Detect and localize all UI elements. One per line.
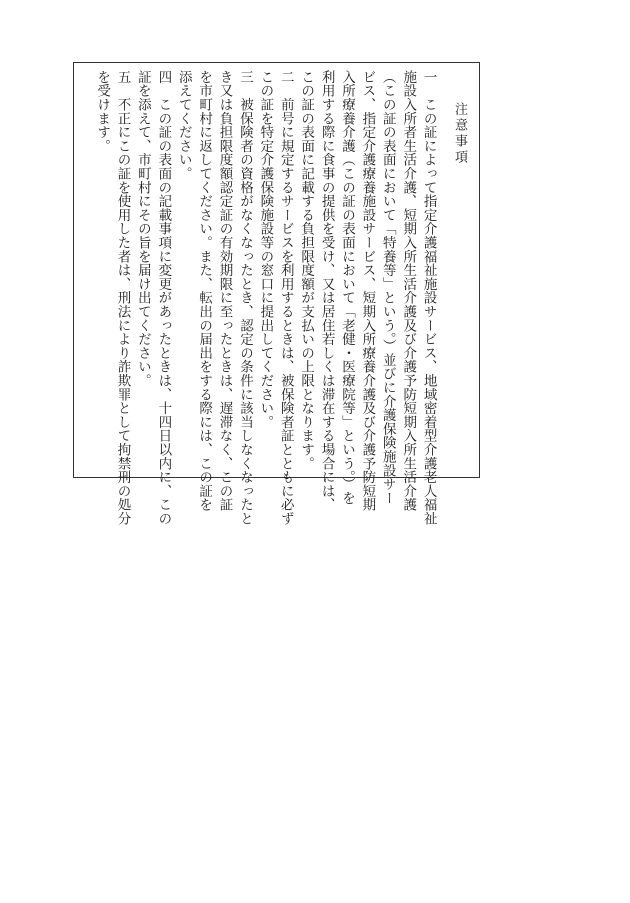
notice-title: 注意事項 [452, 102, 467, 166]
notice-line: 添えてください。 [175, 70, 192, 181]
line-text: 前号に規定するサービスを利用するときは、被保険者証とともに必ず [277, 97, 294, 526]
item-number: 五 [114, 70, 131, 84]
notice-line: この証の表面に記載する負担限度額が支払いの上限となります。 [298, 70, 315, 471]
notice-item-1 [296, 70, 439, 526]
notice-item-5 [92, 70, 133, 526]
notice-line: 入所療養介護（この証の表面において「老健・医療院等」という。）を [338, 70, 355, 505]
notice-line: 利用する際に食事の提供を受け、又は居住若しくは滞在する場合には、 [318, 70, 335, 512]
line-text: この証によって指定介護福祉施設サービス、地域密着型介護老人福祉 [420, 97, 437, 526]
notice-line [112, 70, 132, 526]
notice-line: を市町村に返してください。また、転出の届出をする際には、この証を [196, 70, 213, 512]
notice-line: き又は負担限度額認定証の有効期限に至ったときは、遅滞なく、この証 [216, 70, 233, 512]
item-number: 二 [277, 70, 294, 84]
notice-item-2 [255, 70, 296, 526]
notice-line [235, 70, 255, 526]
notice-line: を受けます。 [94, 70, 111, 153]
notice-line [418, 70, 438, 526]
line-text: この証の表面の記載事項に変更があったときは、十四日以内に、この [155, 97, 172, 526]
notice-line: （この証の表面において「特養等」という。）並びに介護保険施設サー [379, 70, 396, 505]
notice-line: 証を添えて、市町村にその旨を届け出てください。 [134, 70, 151, 388]
notice-line: 施設入所者生活介護、短期入所生活介護及び介護予防短期入所生活介護 [400, 70, 417, 512]
item-number: 一 [420, 70, 437, 84]
notice-line [275, 70, 295, 526]
line-text: 不正にこの証を使用した者は、刑法により詐欺罪として拘禁刑の処分 [114, 97, 131, 526]
notice-text [92, 70, 472, 526]
line-text: 被保険者の資格がなくなったとき、認定の条件に該当しなくなったと [236, 97, 253, 526]
notice-line: この証を特定介護保険施設等の窓口に提出してください。 [257, 70, 274, 429]
item-number: 四 [155, 70, 172, 84]
notice-line: ビス、指定介護療養施設サービス、短期入所療養介護及び介護予防短期 [359, 70, 376, 512]
notice-line [153, 70, 173, 526]
item-number: 三 [236, 70, 253, 84]
notice-item-3 [173, 70, 255, 526]
notice-item-4 [133, 70, 174, 526]
